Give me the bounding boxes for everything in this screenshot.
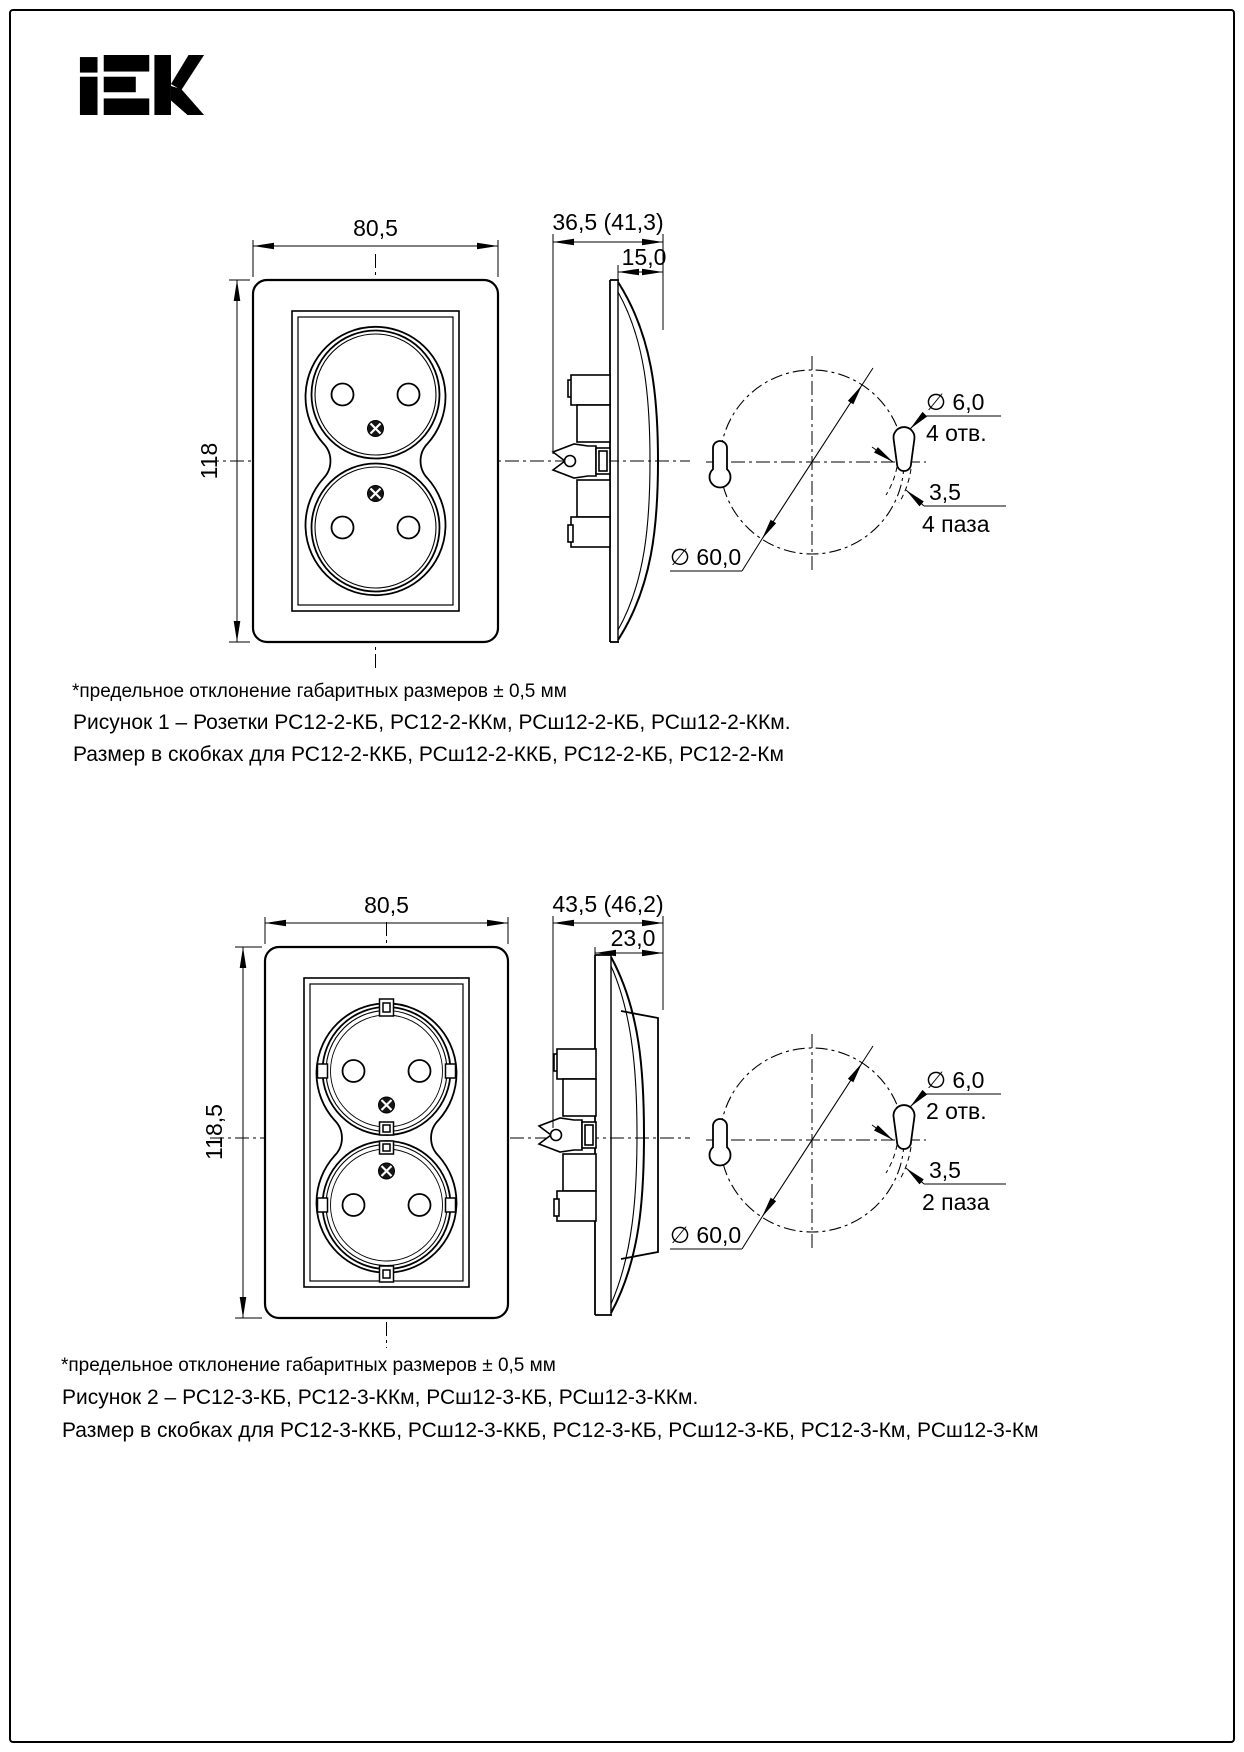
dim-width-label: 80,5 [364, 892, 409, 918]
dim-depth-label: 36,5 (41,3) [552, 209, 664, 235]
iek-logo-glyphs [80, 55, 204, 115]
mount-diameter-label: ∅ 60,0 [670, 1222, 742, 1248]
figure2-caption: Рисунок 2 – РС12-3-КБ, РС12-3-ККм, РСш12-3-КБ, РСш12-3-ККм. [62, 1386, 699, 1409]
keyhole-slot-icon [710, 441, 731, 488]
slot-width-label: 3,5 [929, 1157, 961, 1183]
dim-cover-depth-label: 15,0 [621, 244, 667, 270]
hole-count-label: 4 отв. [926, 420, 987, 446]
dim-height-label: 118,5 [201, 1104, 227, 1160]
figure2-drawing [0, 860, 1244, 1380]
slot-count-label: 4 паза [922, 511, 990, 537]
figure2-front-view [210, 922, 690, 1348]
figure2-side-view [539, 955, 658, 1315]
figure1-drawing [0, 170, 1244, 690]
screw-icon [379, 1097, 395, 1113]
figure2-caption-parenthesis: Размер в скобках для РС12-3-ККБ, РСш12-3-ККБ, РС12-3-КБ, РСш12-3-КБ, РС12-3-Км, РСш12-3-Км [62, 1419, 1039, 1442]
slot-count-label: 2 паза [922, 1189, 990, 1215]
hole-diameter-label: ∅ 6,0 [926, 389, 985, 415]
dim-depth-label: 43,5 (46,2) [552, 891, 664, 917]
keyhole-slot-icon [886, 427, 915, 503]
mounting-claw-mechanism [539, 1049, 596, 1221]
hole-count-label: 2 отв. [926, 1098, 987, 1124]
figure2-tolerance-note: *предельное отклонение габаритных размеров ± 0,5 мм [61, 1355, 556, 1376]
dim-width-label: 80,5 [353, 215, 398, 241]
hole-diameter-label: ∅ 6,0 [926, 1067, 985, 1093]
figure1-front-view [205, 254, 690, 668]
screw-icon [368, 486, 384, 502]
slot-width-label: 3,5 [929, 479, 961, 505]
dim-height-label: 118 [196, 442, 222, 480]
keyhole-slot-icon [710, 1119, 731, 1166]
figure1-tolerance-note: *предельное отклонение габаритных размеров ± 0,5 мм [72, 681, 567, 702]
mount-diameter-label: ∅ 60,0 [670, 544, 742, 570]
screw-icon [379, 1163, 395, 1179]
screw-icon [368, 421, 384, 437]
figure1-caption-parenthesis: Размер в скобках для РС12-2-ККБ, РСш12-2-ККБ, РС12-2-КБ, РС12-2-Км [73, 743, 784, 766]
figure1-caption: Рисунок 1 – Розетки РС12-2-КБ, РС12-2-ККм, РСш12-2-КБ, РСш12-2-ККм. [73, 711, 791, 734]
dim-cover-depth-label: 23,0 [610, 925, 656, 951]
keyhole-slot-icon [886, 1105, 915, 1181]
iek-logo [78, 55, 206, 115]
